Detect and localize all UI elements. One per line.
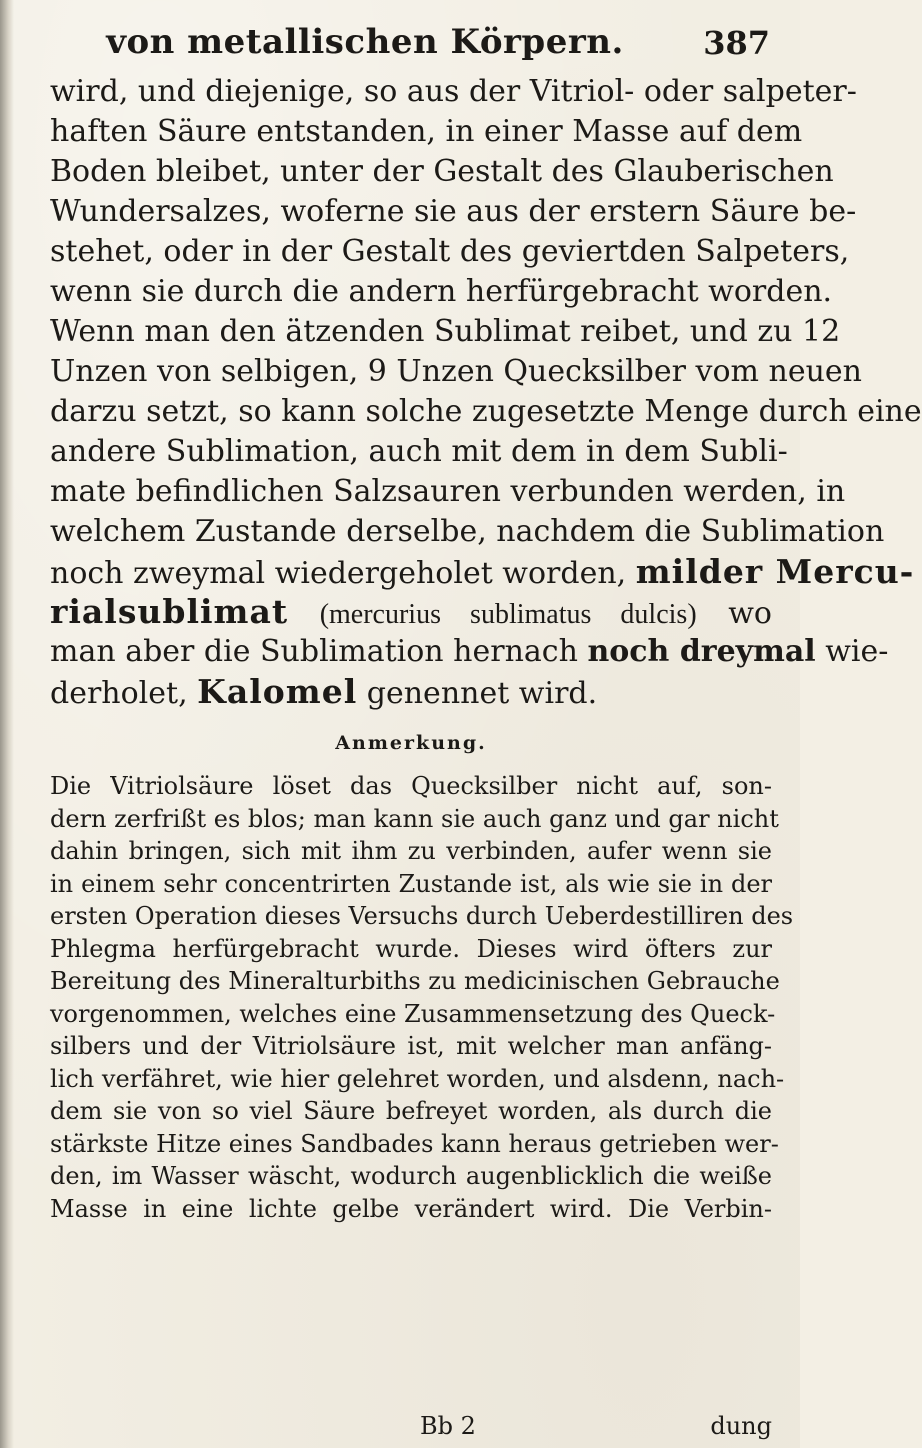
- text-line: welchem Zustande derselbe, nachdem die Sublimation: [50, 514, 885, 549]
- note-line: ersten Operation dieses Versuchs durch Ueberdestilliren des: [50, 902, 794, 930]
- main-text: [50, 72, 922, 754]
- text-line: stehet, oder in der Gestalt des geviertden Salpeters,: [50, 234, 850, 269]
- text-line: Unzen von selbigen, 9 Unzen Quecksilber vom neuen: [50, 354, 862, 389]
- text-line: andere Sublimation, auch mit dem in dem Subli-: [50, 434, 788, 469]
- text-line: [50, 592, 772, 632]
- note-line: dahin bringen, sich mit ihm zu verbinden, aufer wenn sie: [50, 837, 772, 865]
- note-line: stärkste Hitze eines Sandbades kann heraus getrieben wer-: [50, 1129, 779, 1158]
- text-line: wird, und diejenige, so aus der Vitriol- oder salpeter-: [50, 74, 857, 109]
- text-line: darzu setzt, so kann solche zugesetzte Menge durch eine: [50, 394, 922, 429]
- text-fragment: wie-: [825, 634, 889, 669]
- catchword: dung: [710, 1412, 772, 1440]
- latin-term: (mercurius sublimatus dulcis): [319, 599, 697, 630]
- note-line: lich verfähret, wie hier gelehret worden, und alsdenn, nach-: [50, 1064, 785, 1093]
- note-line: silbers und der Vitriolsäure ist, mit welcher man anfäng-: [50, 1032, 772, 1060]
- text-line: [50, 632, 889, 672]
- note-line: Die Vitriolsäure löset das Quecksilber nicht auf, son-: [50, 772, 772, 800]
- running-title: von metallischen Körpern.: [106, 22, 624, 62]
- emphasis-three-times: noch dreymal: [587, 634, 816, 669]
- text-line: wenn sie durch die andern herfürgebracht worden.: [50, 274, 833, 309]
- term-kalomel: Kalomel: [197, 672, 358, 711]
- text-line: Wenn man den ätzenden Sublimat reibet, und zu 12: [50, 314, 841, 349]
- text-line: [50, 552, 915, 592]
- note-line: den, im Wasser wäscht, wodurch augenblicklich die weiße: [50, 1162, 772, 1190]
- text-fragment: derholet,: [50, 676, 188, 711]
- text-line: Boden bleibet, unter der Gestalt des Glauberischen: [50, 154, 834, 189]
- signature-mark: Bb 2: [420, 1412, 476, 1440]
- text-fragment: man aber die Sublimation hernach: [50, 634, 578, 669]
- note-line: vorgenommen, welches eine Zusammensetzung des Queck-: [50, 999, 776, 1028]
- text-line: [50, 672, 772, 712]
- page-footer: [40, 1412, 772, 1444]
- text-line: Wundersalzes, woferne sie aus der erstern Säure be-: [50, 194, 857, 229]
- term-mercurial-sublimate: rialsublimat: [50, 592, 289, 631]
- note-line: dern zerfrißt es blos; man kann sie auch ganz und gar nicht: [50, 804, 779, 833]
- text-fragment: genennet wird.: [366, 676, 598, 711]
- note-line: dem sie von so viel Säure befreyet worden, als durch die: [50, 1097, 772, 1125]
- note-heading: Anmerkung.: [335, 732, 487, 754]
- note-line: Bereitung des Mineralturbiths zu medicinischen Gebrauche: [50, 967, 780, 995]
- binding-shadow: [0, 0, 14, 1448]
- annotation-block: [50, 770, 794, 1225]
- text-line: mate befindlichen Salzsauren verbunden werden, in: [50, 474, 846, 509]
- text-fragment: noch zweymal wiedergeholet worden,: [50, 556, 627, 591]
- text-fragment: wo: [728, 596, 772, 631]
- note-line: Phlegma herfürgebracht wurde. Dieses wird öfters zur: [50, 934, 772, 963]
- text-line: haften Säure entstanden, in einer Masse auf dem: [50, 114, 803, 149]
- note-line: in einem sehr concentrirten Zustande ist, als wie sie in der: [50, 869, 772, 898]
- note-line: Masse in eine lichte gelbe verändert wird. Die Verbin-: [50, 1194, 772, 1223]
- page-header: [40, 18, 770, 78]
- page-number: 387: [703, 24, 770, 62]
- term-mild-mercury: milder Mercu-: [635, 552, 915, 591]
